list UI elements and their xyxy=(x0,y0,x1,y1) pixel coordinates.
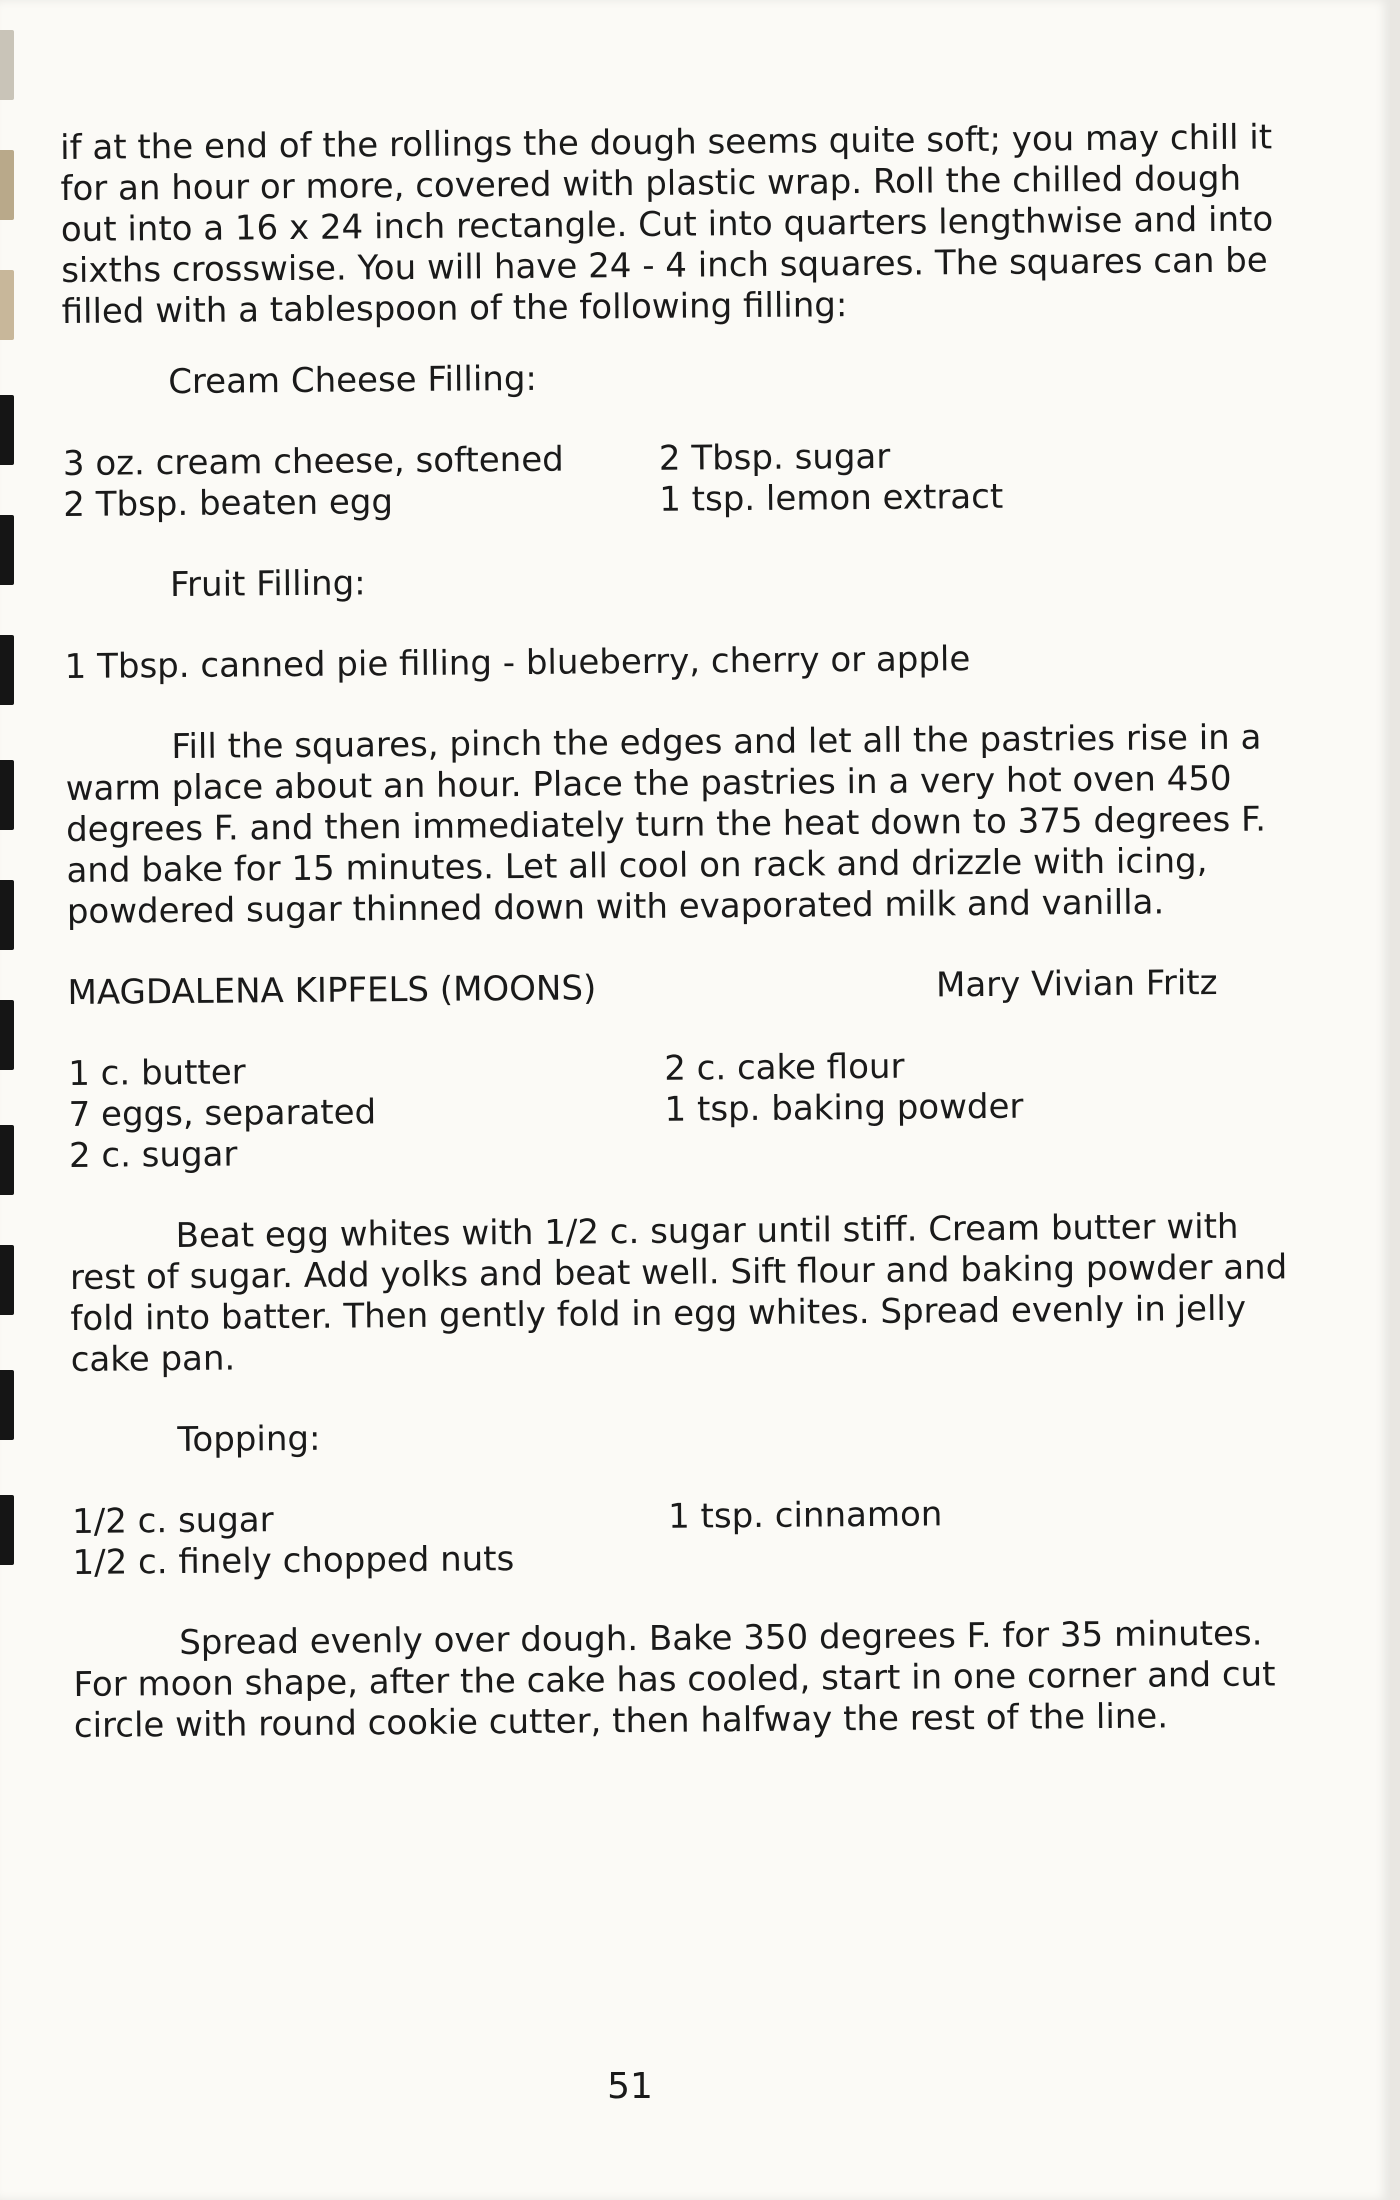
topping-heading: Topping: xyxy=(177,1418,321,1461)
ingredient: 1 tsp. cinnamon xyxy=(667,1494,943,1537)
fruit-filling-item: 1 Tbsp. canned pie filling - blueberry, cherry or apple xyxy=(64,639,971,687)
recipe-method: Beat egg whites with 1/2 c. sugar until stiff. Cream butter with rest of sugar. Add yolks and beat well. Sift flour and baking powder and fold into batter. Then gently fold in egg whites. Spread evenly in jelly cake pan. xyxy=(69,1206,1288,1380)
fruit-filling-heading: Fruit Filling: xyxy=(169,563,366,606)
cream-cheese-ingredients xyxy=(63,433,1294,526)
page-content xyxy=(60,117,1304,1747)
ingredient: 7 eggs, separated xyxy=(68,1092,377,1135)
binding-edge xyxy=(0,0,16,2200)
ingredient: 2 c. sugar xyxy=(68,1134,238,1176)
ingredient: 1/2 c. finely chopped nuts xyxy=(72,1539,515,1583)
cream-cheese-filling-heading: Cream Cheese Filling: xyxy=(168,358,538,403)
recipe-title: MAGDALENA KIPFELS (MOONS) xyxy=(67,968,597,1013)
ingredient: 1 c. butter xyxy=(68,1052,246,1094)
intro-paragraph: if at the end of the rollings the dough seems quite soft; you may chill it for an hour or more, covered with plastic wrap. Roll the chilled dough out into a 16 x 24 inch rectangle. Cut into quarters lengthwise and into sixths crosswise. You will have 24 - 4 inch squares. The squares can be filled with a tablespoon of the following filling: xyxy=(60,117,1274,332)
ingredient: 1 tsp. lemon extract xyxy=(659,476,1004,520)
ingredient: 2 c. cake flour xyxy=(664,1046,905,1089)
ingredient: 1 tsp. baking powder xyxy=(664,1086,1024,1130)
page-number: 51 xyxy=(607,2066,653,2107)
fill-paragraph: Fill the squares, pinch the edges and let all the pastries rise in a warm place about an hour. Place the pastries in a very hot oven 450 degrees F. and then immediately turn the heat down to 375 degrees F. and bake for 15 minutes. Let all cool on rack and drizzle with icing, powdered sugar thinned down with evaporated milk and vanilla. xyxy=(65,717,1267,932)
recipe-author: Mary Vivian Fritz xyxy=(935,962,1218,1006)
final-paragraph: Spread evenly over dough. Bake 350 degrees F. for 35 minutes. For moon shape, after the cake has cooled, start in one corner and cut circle with round cookie cutter, then halfway the rest of the line. xyxy=(73,1613,1276,1746)
recipe-ingredients xyxy=(68,1043,1299,1177)
ingredient: 2 Tbsp. sugar xyxy=(658,436,891,479)
ingredient: 3 oz. cream cheese, softened xyxy=(62,439,564,484)
ingredient: 2 Tbsp. beaten egg xyxy=(63,482,394,525)
ingredient: 1/2 c. sugar xyxy=(71,1500,274,1542)
topping-ingredients xyxy=(72,1491,1303,1584)
